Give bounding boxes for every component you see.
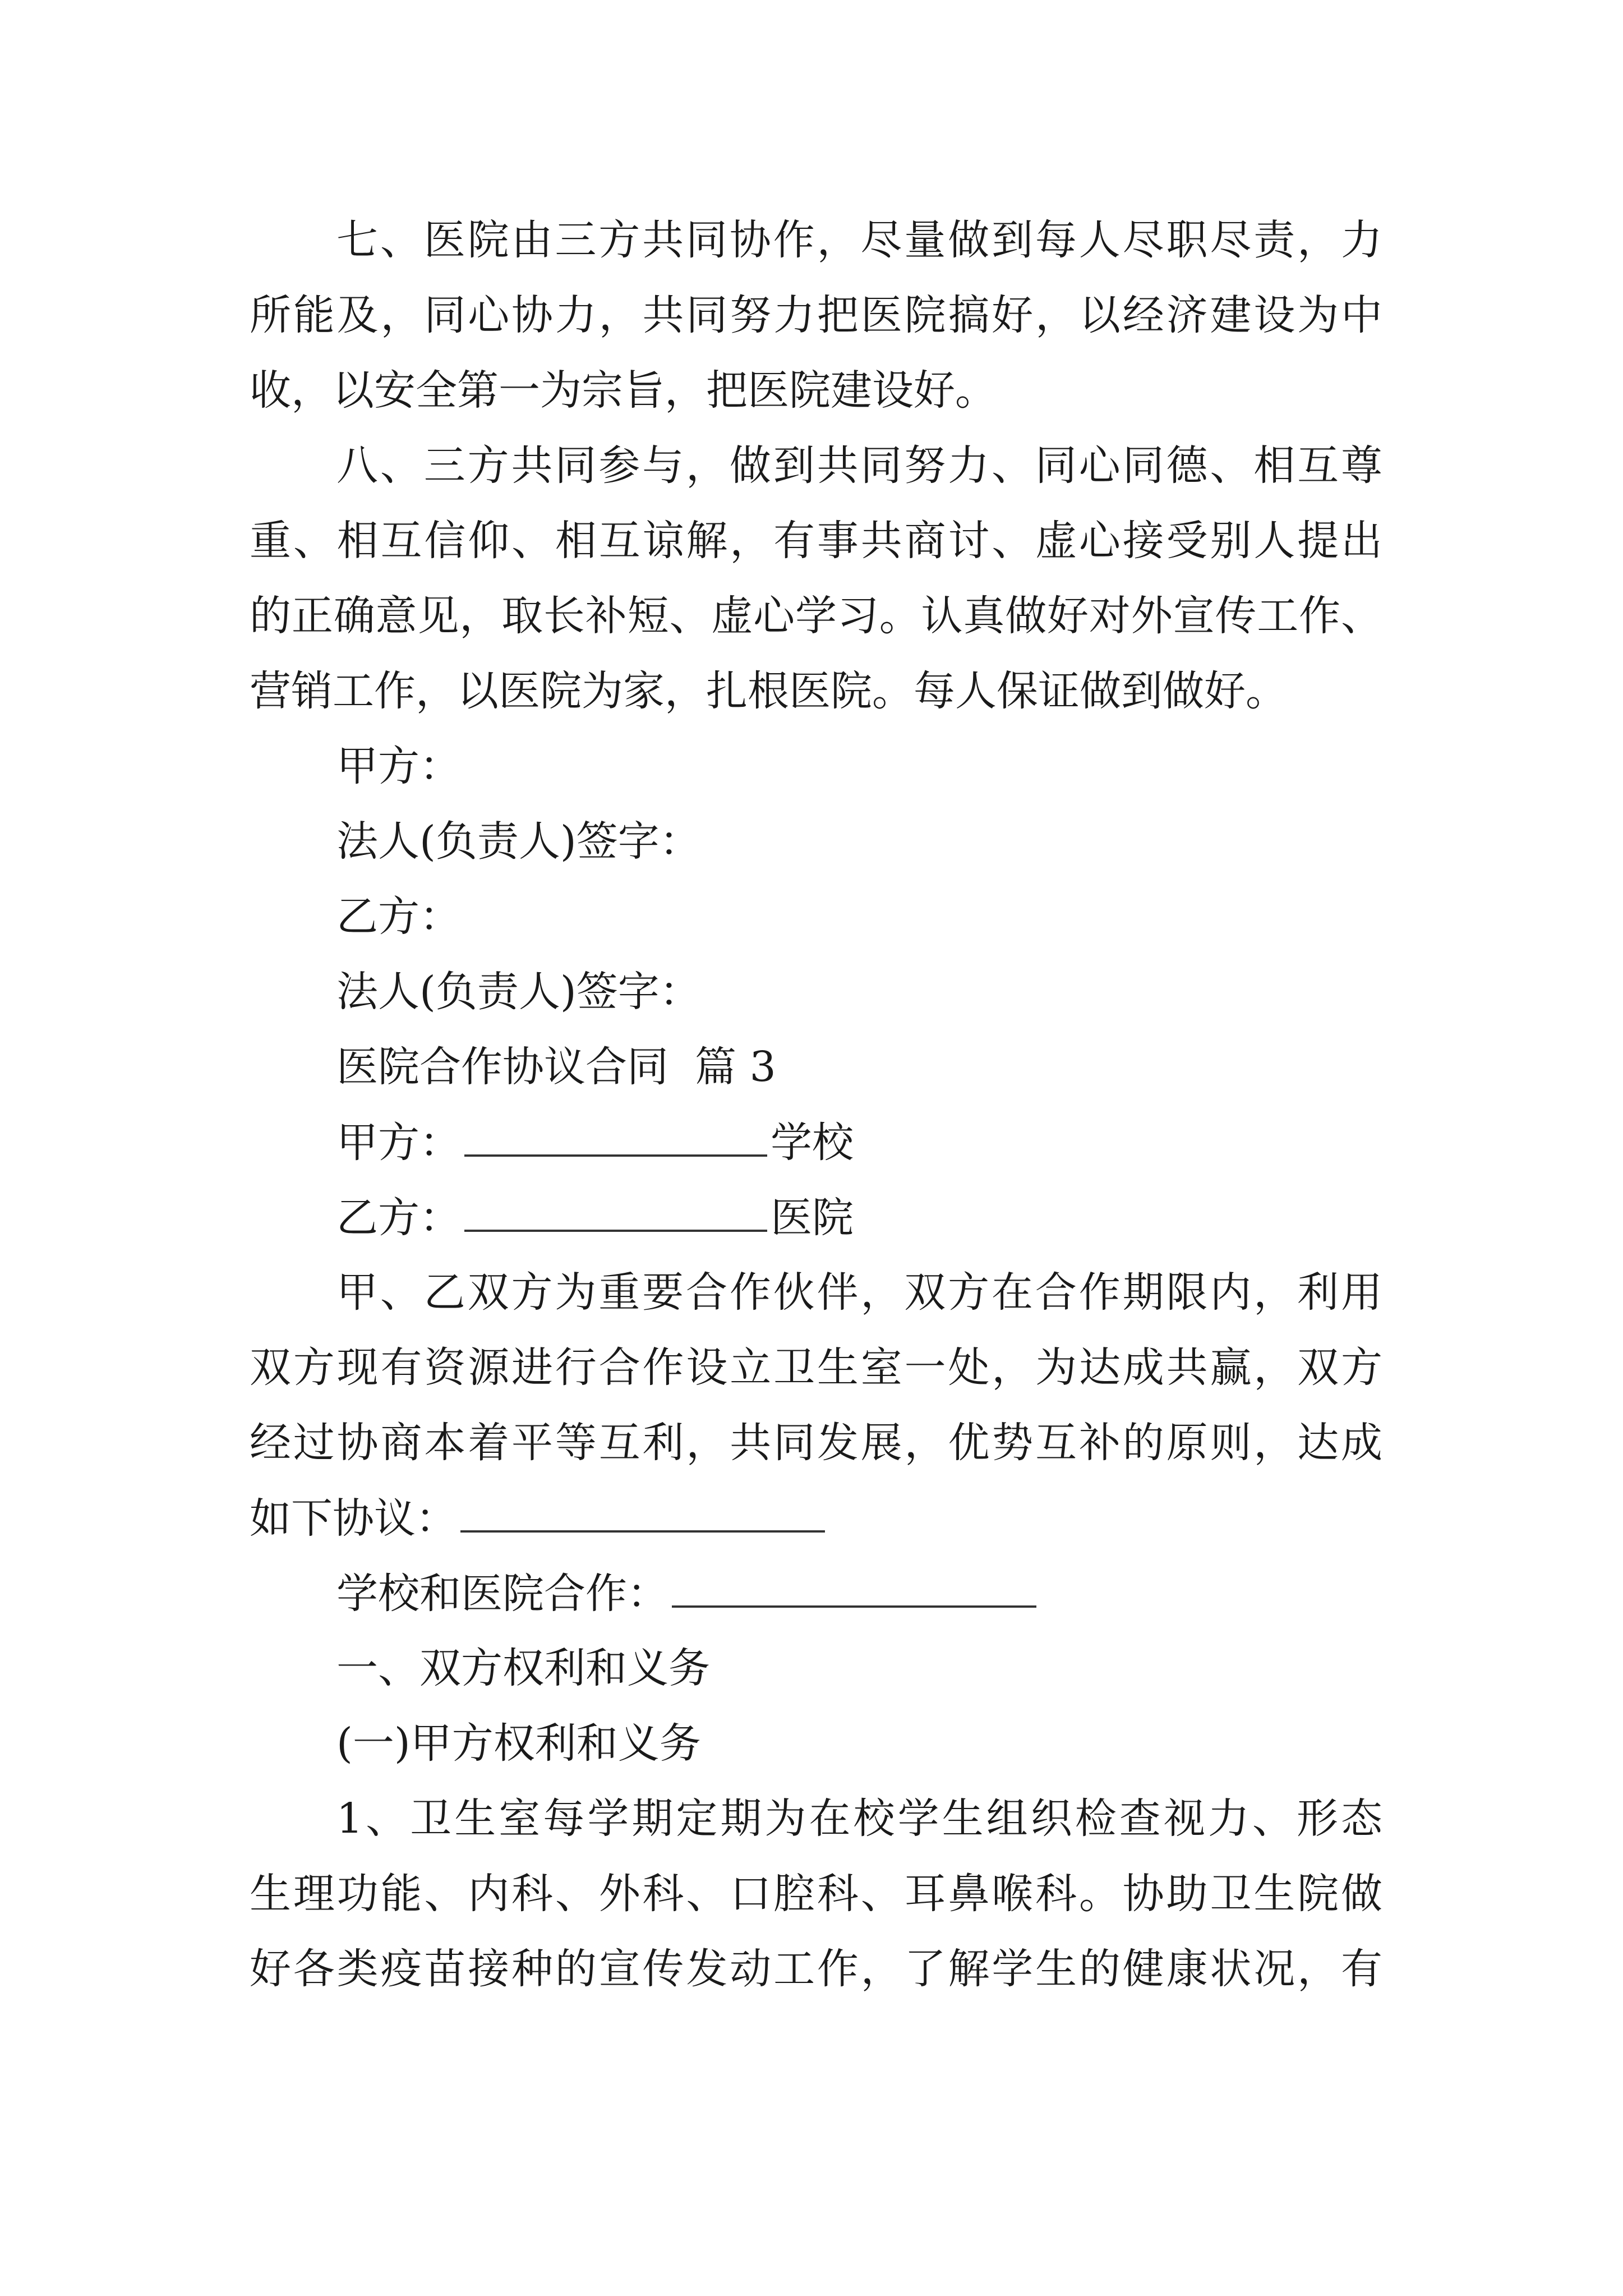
party-a-line xyxy=(336,1120,1382,1165)
intro-line-2: 双方现有资源进行合作设立卫生室一处，为达成共赢，双方 xyxy=(250,1343,1382,1392)
party-b-line xyxy=(336,1195,1382,1240)
party-a-blank xyxy=(464,1120,767,1157)
party-b-suffix: 医院 xyxy=(771,1194,854,1242)
intro-line-3: 经过协商本着平等互利，共同发展，优势互补的原则，达成 xyxy=(250,1419,1382,1467)
paragraph-8-line-2: 重、相互信仰、相互谅解，有事共商讨、虚心接受别人提出 xyxy=(250,517,1382,565)
item-1-line-2: 生理功能、内科、外科、口腔科、耳鼻喉科。协助卫生院做 xyxy=(250,1870,1382,1918)
party-b-blank xyxy=(464,1195,767,1232)
paragraph-7-line-1: 七、医院由三方共同协作，尽量做到每人尽职尽责，力 xyxy=(336,216,1382,264)
item-1-line-1: 1、卫生室每学期定期为在校学生组织检查视力、形态 xyxy=(336,1795,1382,1843)
party-b-legal-sign: 法人(负责人)签字： xyxy=(336,968,701,1016)
item-1-line-3: 好各类疫苗接种的宣传发动工作，了解学生的健康状况，有 xyxy=(250,1945,1382,1993)
party-a-prefix: 甲方： xyxy=(336,1119,461,1167)
party-b-sign-label: 乙方： xyxy=(336,892,461,941)
cooperation-label: 学校和医院合作： xyxy=(336,1570,668,1618)
intro-line-1: 甲、乙双方为重要合作伙伴，双方在合作期限内，利用 xyxy=(336,1268,1382,1317)
heading-party-a-rights: (一)甲方权利和义务 xyxy=(336,1719,701,1768)
party-a-suffix: 学校 xyxy=(771,1119,854,1167)
paragraph-8-line-4: 营销工作，以医院为家，扎根医院。每人保证做到做好。 xyxy=(250,667,1287,715)
party-a-sign-label: 甲方： xyxy=(336,742,461,790)
paragraph-8-line-1: 八、三方共同参与，做到共同努力、同心同德、相互尊 xyxy=(336,441,1382,490)
intro-last-text: 如下协议： xyxy=(250,1494,457,1543)
agreement-blank xyxy=(460,1496,825,1533)
cooperation-blank xyxy=(672,1571,1036,1608)
intro-line-4 xyxy=(250,1494,1382,1543)
heading-rights-obligations: 一、双方权利和义务 xyxy=(336,1644,710,1692)
party-b-prefix: 乙方： xyxy=(336,1194,461,1242)
paragraph-8-line-3: 的正确意见，取长补短、虚心学习。认真做好对外宣传工作、 xyxy=(250,592,1382,640)
paragraph-7-line-2: 所能及，同心协力，共同努力把医院搞好，以经济建设为中 xyxy=(250,291,1382,339)
cooperation-line xyxy=(336,1571,1382,1616)
section-title: 医院合作协议合同 篇 3 xyxy=(336,1043,776,1091)
paragraph-7-line-3: 收，以安全第一为宗旨，把医院建设好。 xyxy=(250,366,997,415)
party-a-legal-sign: 法人(负责人)签字： xyxy=(336,817,701,866)
